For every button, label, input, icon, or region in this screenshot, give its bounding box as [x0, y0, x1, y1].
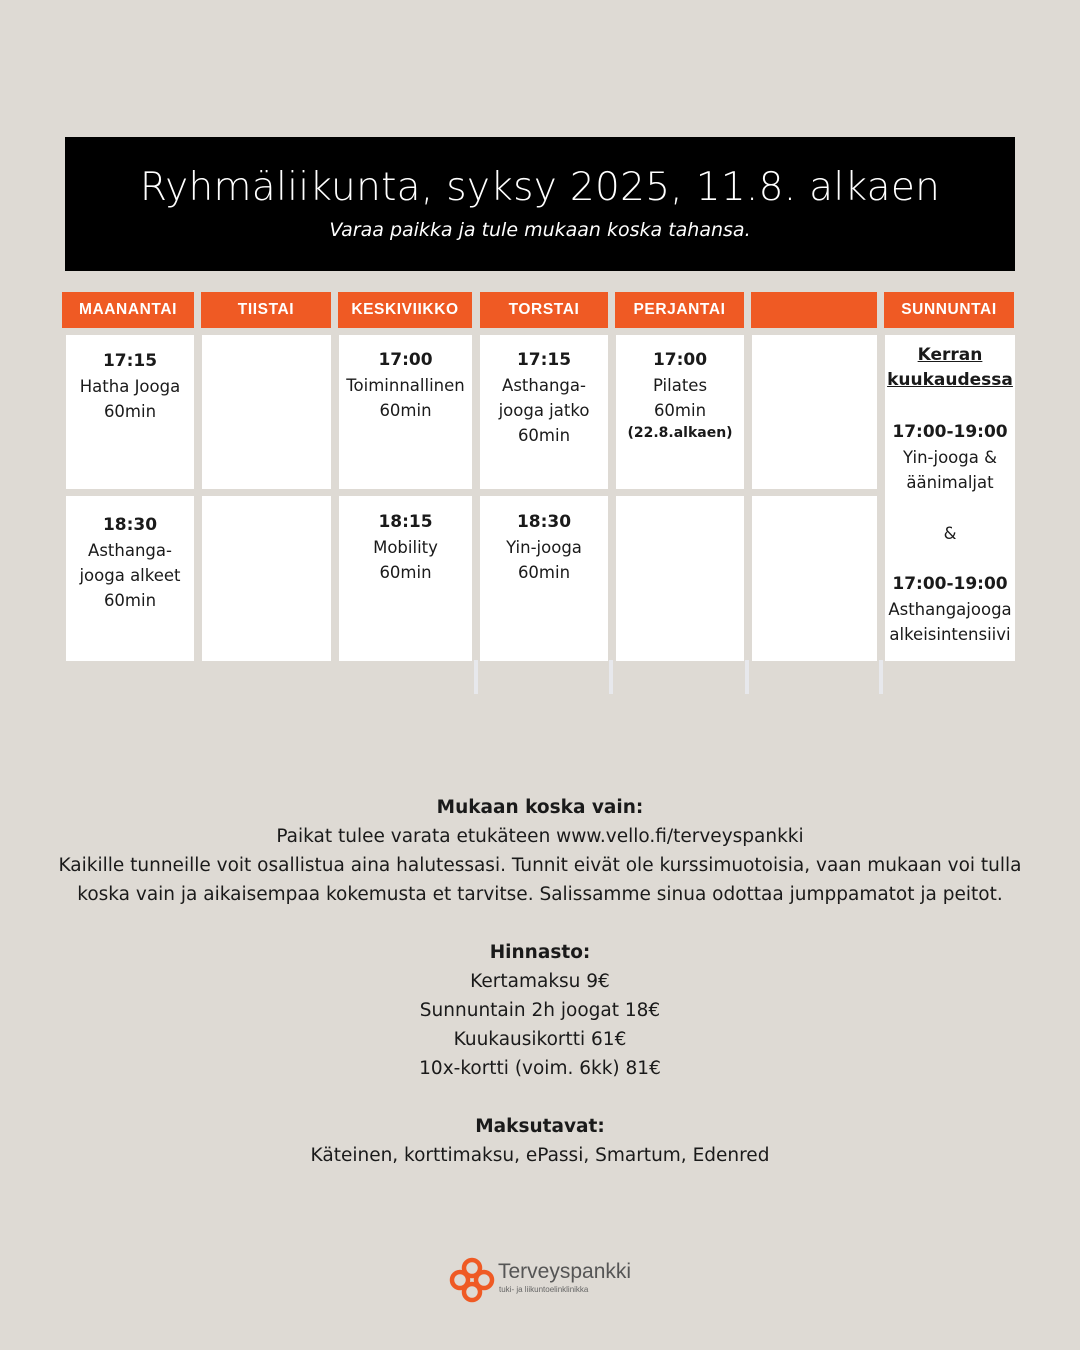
class-time: 17:00: [652, 350, 708, 370]
class-cell-empty: [752, 496, 877, 661]
class-cell-friday-1: [616, 335, 744, 489]
info-heading: Mukaan koska vain:: [436, 797, 644, 818]
knot-logo-icon: [448, 1256, 496, 1304]
sunday-frequency-cont: kuukaudessa: [887, 370, 1013, 390]
page-subtitle: Varaa paikka ja tule mukaan koska tahansa.: [329, 219, 751, 241]
day-header-thursday: TORSTAI: [480, 292, 608, 328]
class-time: 18:15: [378, 512, 433, 532]
payment-methods: Käteinen, korttimaksu, ePassi, Smartum, Edenred: [310, 1145, 770, 1166]
title-banner: [65, 137, 1015, 271]
day-header-saturday: [751, 292, 877, 328]
class-time: 17:00-19:00: [892, 422, 1008, 442]
class-time: 18:30: [516, 512, 572, 532]
class-time: 17:15: [102, 351, 158, 371]
payment-heading: Maksutavat:: [475, 1116, 605, 1137]
class-name-cont: jooga alkeet: [79, 566, 181, 585]
class-cell-empty: [202, 335, 331, 489]
class-name: Asthangajooga: [888, 600, 1012, 619]
pricing-heading: Hinnasto:: [489, 942, 591, 963]
column-divider: [879, 660, 883, 694]
brand-logo: [448, 1256, 638, 1304]
info-paragraph: Paikat tulee varata etukäteen www.vello.fi/terveyspankki: [276, 826, 804, 847]
class-cell-empty: [752, 335, 877, 489]
sunday-frequency: Kerran: [917, 345, 983, 365]
class-cell-wednesday-2: [339, 496, 472, 661]
day-header-wednesday: KESKIVIIKKO: [338, 292, 472, 328]
class-name: Toiminnallinen: [346, 376, 465, 395]
class-cell-wednesday-1: [339, 335, 472, 489]
class-duration: 60min: [379, 401, 432, 420]
class-name-cont: äänimaljat: [906, 473, 994, 492]
day-header-tuesday: TIISTAI: [201, 292, 331, 328]
class-duration: 60min: [517, 426, 571, 445]
class-name-cont: alkeisintensiivi: [889, 625, 1011, 644]
class-name-cont: jooga jatko: [498, 401, 590, 420]
class-cell-sunday: [885, 335, 1015, 661]
class-cell-thursday-1: [480, 335, 608, 489]
price-item: Sunnuntain 2h joogat 18€: [419, 1000, 661, 1021]
class-name: Mobility: [373, 538, 438, 557]
class-cell-thursday-2: [480, 496, 608, 661]
day-header-sunday: SUNNUNTAI: [884, 292, 1014, 328]
class-duration: 60min: [103, 591, 157, 610]
brand-tagline: tuki- ja liikuntoelinklinikka: [499, 1285, 589, 1294]
class-start-note: (22.8.alkaen): [627, 425, 733, 441]
info-paragraph: Kaikille tunneille voit osallistua aina halutessasi. Tunnit eivät ole kurssimuotoisia, vaan mukaan voi tulla: [58, 855, 1022, 876]
page-title: Ryhmäliikunta, syksy 2025, 11.8. alkaen: [139, 165, 941, 210]
brand-name: Terveyspankki: [498, 1260, 632, 1283]
price-item: Kuukausikortti 61€: [453, 1029, 627, 1050]
class-duration: 60min: [103, 402, 157, 421]
class-name: Pilates: [652, 376, 708, 395]
class-cell-monday-1: [66, 335, 194, 489]
class-cell-monday-2: [66, 496, 194, 661]
class-name: Asthanga-: [502, 376, 586, 395]
class-time: 17:15: [516, 350, 572, 370]
class-name: Asthanga-: [88, 541, 172, 560]
class-time: 17:00: [378, 350, 433, 370]
day-header-friday: PERJANTAI: [615, 292, 744, 328]
class-time: 18:30: [102, 515, 158, 535]
info-paragraph: koska vain ja aikaisempaa kokemusta et tarvitse. Salissamme sinua odottaa jumppamatot ja peitot.: [77, 884, 1003, 905]
class-cell-empty: [616, 496, 744, 661]
ampersand: &: [943, 524, 957, 543]
class-time: 17:00-19:00: [892, 574, 1008, 594]
class-name: Yin-jooga &: [903, 448, 997, 467]
price-item: 10x-kortti (voim. 6kk) 81€: [419, 1058, 661, 1079]
class-name: Yin-jooga: [506, 538, 582, 557]
info-section: [40, 793, 1040, 1170]
class-duration: 60min: [653, 401, 707, 420]
column-divider: [609, 660, 613, 694]
price-item: Kertamaksu 9€: [470, 971, 610, 992]
class-duration: 60min: [517, 563, 571, 582]
class-duration: 60min: [379, 563, 432, 582]
column-divider: [745, 660, 749, 694]
class-name: Hatha Jooga: [79, 377, 181, 396]
day-header-monday: MAANANTAI: [62, 292, 194, 328]
class-cell-empty: [202, 496, 331, 661]
column-divider: [474, 660, 478, 694]
